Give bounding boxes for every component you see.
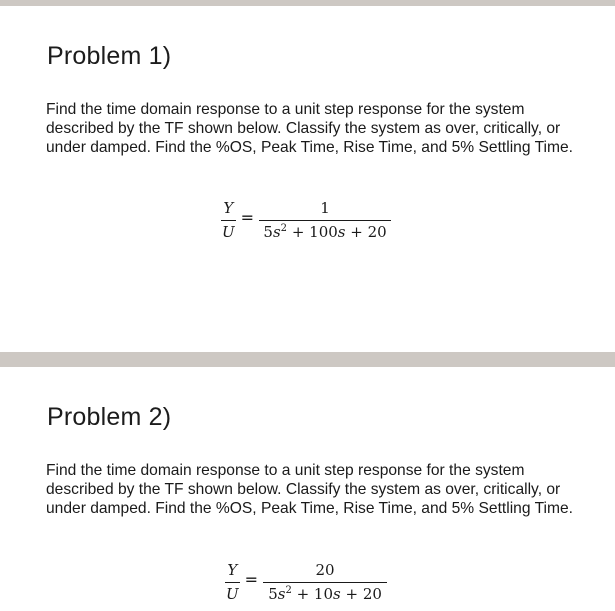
equals-sign: =	[244, 570, 259, 589]
term2-coefficient: 10	[313, 585, 334, 603]
tf-lhs-fraction	[225, 562, 240, 603]
problem-2-title: Problem 2)	[47, 403, 172, 431]
tf-lhs-denominator: U	[221, 220, 236, 241]
term2-variable: s	[337, 223, 346, 241]
tf-lhs-fraction	[221, 200, 236, 241]
operator-plus: +	[291, 585, 314, 603]
tf-rhs-fraction	[259, 200, 391, 241]
problem-2-transfer-function	[225, 562, 387, 603]
tf-rhs-denominator	[259, 220, 391, 241]
problem-2-description: Find the time domain response to a unit step response for the system described by the TF shown below. Classify the system as over, critically, or under damped. Find the %OS, Peak Time, Rise Time, and 5% Settling Time.	[46, 462, 573, 518]
tf-rhs-numerator: 1	[320, 199, 330, 217]
problem-1-transfer-function	[221, 200, 391, 241]
term1-coefficient: 5	[268, 585, 278, 603]
tf-rhs-fraction	[263, 562, 387, 603]
equals-sign: =	[240, 208, 255, 227]
tf-lhs-numerator: Y	[223, 199, 234, 217]
term3-constant: 20	[362, 585, 382, 603]
term2-variable: s	[333, 585, 341, 603]
operator-plus: +	[345, 223, 368, 241]
tf-rhs-denominator	[263, 582, 387, 603]
slide-divider-bar	[0, 352, 615, 367]
tf-lhs-numerator: Y	[227, 561, 238, 579]
operator-plus: +	[340, 585, 363, 603]
problem-1-slide	[0, 6, 615, 352]
problem-2-slide	[0, 367, 615, 611]
operator-plus: +	[287, 223, 310, 241]
term1-exponent: 2	[280, 223, 288, 234]
term3-constant: 20	[367, 223, 387, 241]
term1-coefficient: 5	[263, 223, 273, 241]
term1-variable: s	[272, 223, 281, 241]
term1-exponent: 2	[285, 585, 292, 596]
tf-lhs-denominator: U	[225, 582, 240, 603]
problem-1-description: Find the time domain response to a unit step response for the system described by the TF shown below. Classify the system as over, critically, or under damped. Find the %OS, Peak Time, Rise Time, and 5% Settling Time.	[46, 101, 573, 157]
tf-rhs-numerator: 20	[315, 561, 335, 579]
problem-1-title: Problem 1)	[47, 42, 172, 70]
term2-coefficient: 100	[309, 223, 338, 241]
term1-variable: s	[277, 585, 286, 603]
